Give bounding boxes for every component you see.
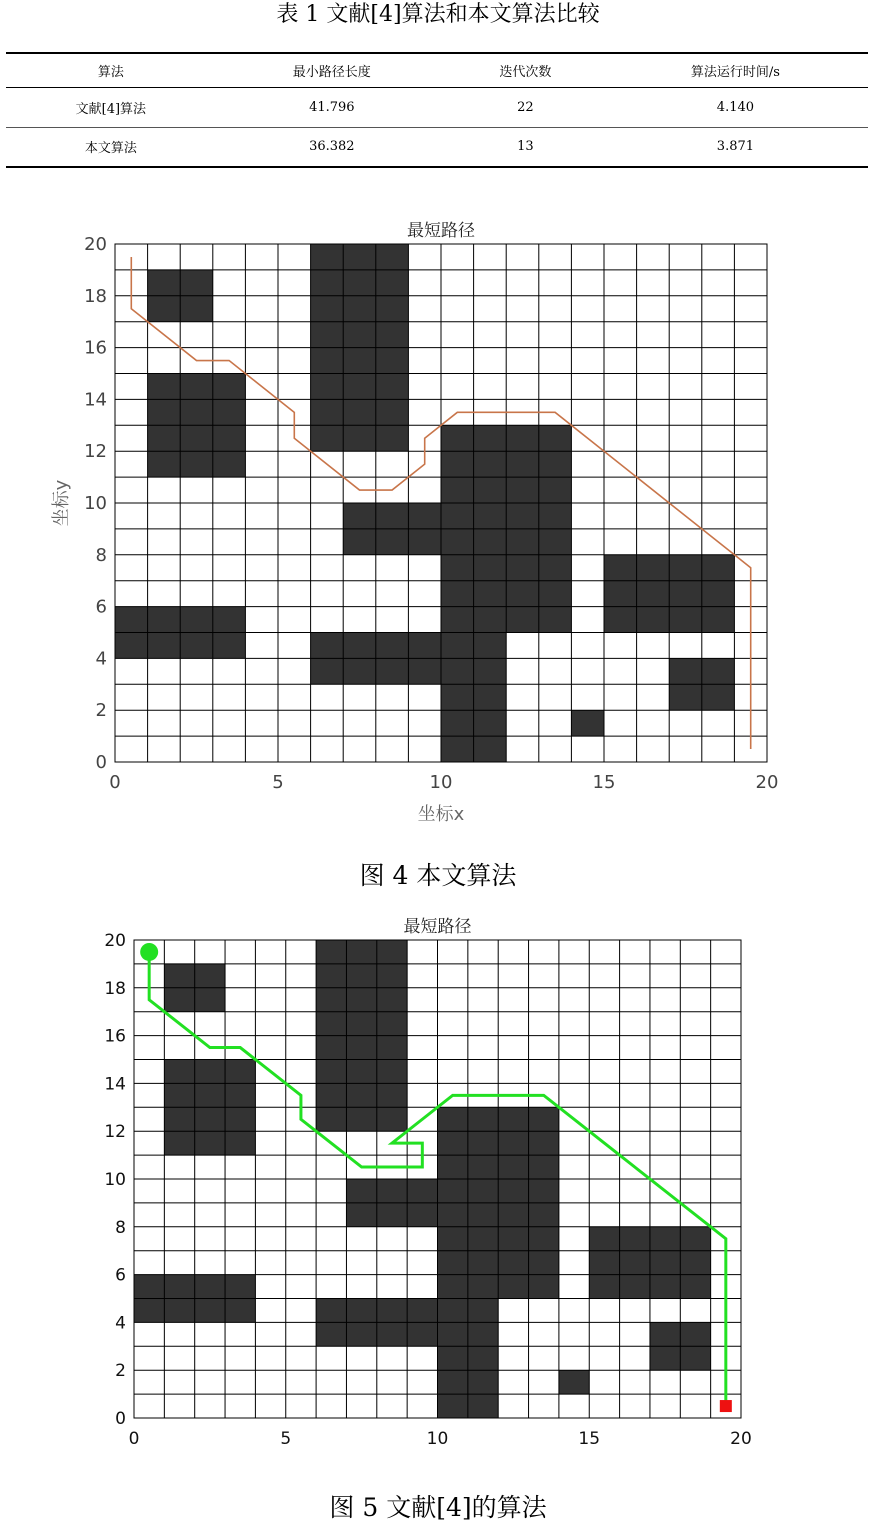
- table-header-row: [6, 53, 868, 87]
- y-tick-label: 16: [104, 1026, 126, 1047]
- table-caption: 表 1 文献[4]算法和本文算法比较: [276, 2, 600, 27]
- start-marker: [140, 943, 158, 961]
- y-tick-label: 14: [104, 1074, 126, 1095]
- x-tick-label: 15: [592, 772, 616, 793]
- y-tick-label: 0: [115, 1409, 126, 1429]
- y-tick-label: 12: [84, 441, 107, 463]
- x-tick-label: 0: [109, 772, 121, 793]
- chart-title: 最短路径: [403, 917, 472, 937]
- x-tick-label: 15: [578, 1429, 601, 1449]
- x-axis-label: 坐标x: [417, 804, 465, 825]
- table-cell: 22: [448, 87, 603, 127]
- y-tick-label: 18: [104, 978, 126, 999]
- goal-marker: [720, 1400, 732, 1412]
- table-cell: 13: [448, 127, 603, 167]
- y-tick-label: 4: [115, 1313, 126, 1334]
- header-algorithm: 算法: [6, 53, 216, 87]
- x-tick-label: 5: [272, 772, 284, 793]
- x-tick-label: 0: [128, 1429, 140, 1449]
- y-tick-label: 16: [84, 337, 107, 359]
- y-tick-label: 20: [104, 931, 126, 951]
- header-min-path-length: 最小路径长度: [216, 53, 448, 87]
- table-row: [6, 127, 868, 167]
- obstacle-block: [559, 1370, 589, 1394]
- y-tick-label: 10: [104, 1170, 126, 1190]
- chart-title: 最短路径: [407, 221, 475, 241]
- x-tick-label: 10: [429, 772, 453, 793]
- y-tick-label: 4: [95, 648, 107, 670]
- comparison-table: [6, 52, 868, 168]
- y-tick-label: 18: [84, 285, 107, 307]
- table-cell: 4.140: [603, 87, 868, 127]
- y-tick-label: 6: [95, 596, 107, 618]
- table-cell: 41.796: [216, 87, 448, 127]
- x-tick-label: 10: [426, 1429, 449, 1449]
- header-runtime: 算法运行时间/s: [603, 53, 868, 87]
- table-row: [6, 87, 868, 127]
- figure-4-caption: 图 4 本文算法: [359, 861, 517, 890]
- y-tick-label: 12: [104, 1122, 126, 1143]
- x-tick-label: 5: [280, 1429, 292, 1449]
- y-tick-label: 6: [115, 1265, 126, 1286]
- figure-4-chart: [0, 210, 876, 830]
- y-tick-label: 10: [84, 493, 107, 514]
- y-tick-label: 2: [115, 1361, 126, 1382]
- x-tick-label: 20: [730, 1429, 752, 1449]
- y-tick-label: 20: [84, 234, 107, 255]
- x-tick-label: 20: [755, 772, 779, 793]
- header-iterations: 迭代次数: [448, 53, 603, 87]
- y-tick-label: 2: [95, 700, 107, 722]
- table-cell: 3.871: [603, 127, 868, 167]
- table-cell: 36.382: [216, 127, 448, 167]
- figure-5-chart: [0, 908, 876, 1468]
- y-axis-label: 坐标y: [51, 479, 72, 527]
- obstacle-block: [571, 710, 604, 736]
- y-tick-label: 14: [84, 389, 107, 411]
- table-cell: 文献[4]算法: [6, 87, 216, 127]
- figure-5-caption: 图 5 文献[4]的算法: [329, 1493, 547, 1522]
- y-tick-label: 8: [115, 1217, 126, 1238]
- table-cell: 本文算法: [6, 127, 216, 167]
- y-tick-label: 8: [95, 544, 107, 566]
- y-tick-label: 0: [95, 752, 107, 773]
